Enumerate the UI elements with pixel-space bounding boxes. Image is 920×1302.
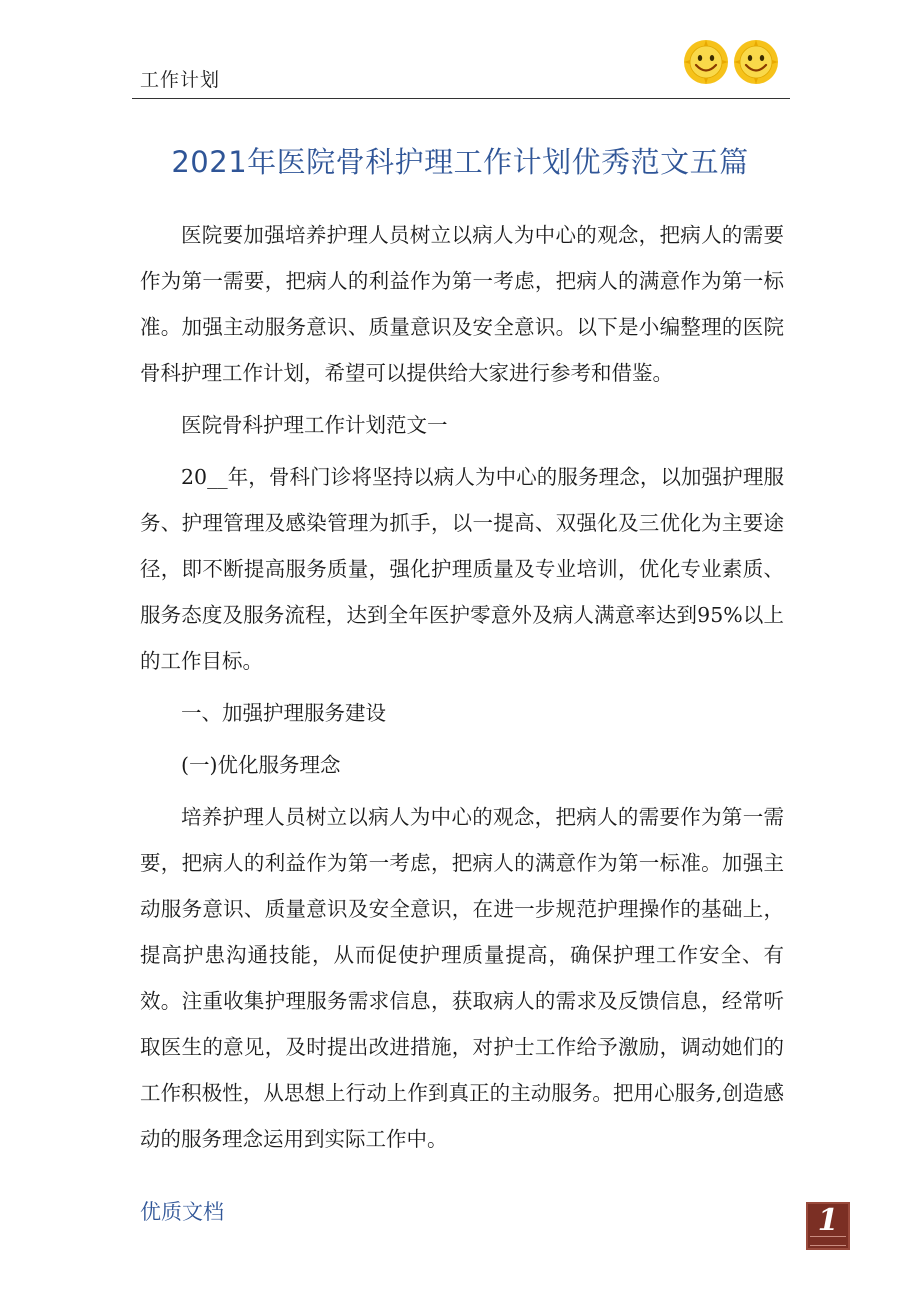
footer-label: 优质文档 xyxy=(140,1200,224,1224)
intro-paragraph: 医院要加强培养护理人员树立以病人为中心的观念，把病人的需要作为第一需要，把病人的利益作为第一考虑，把病人的满意作为第一标准。加强主动服务意识、质量意识及安全意识。以下是小编整理的医院骨科护理工作计划，希望可以提供给大家进行参考和借鉴。 xyxy=(140,223,784,385)
body-paragraph: 20__年，骨科门诊将坚持以病人为中心的服务理念，以加强护理服务、护理管理及感染管理为抓手，以一提高、双强化及三优化为主要途径，即不断提高服务质量，强化护理质量及专业培训，优化专业素质、服务态度及服务流程，达到全年医护零意外及病人满意率达到95%以上的工作目标。 xyxy=(140,465,784,673)
page-title: 2021年医院骨科护理工作计划优秀范文五篇 xyxy=(171,145,749,179)
page-header xyxy=(132,40,790,99)
body-paragraph: 培养护理人员树立以病人为中心的观念，把病人的需要作为第一需要，把病人的利益作为第一考虑，把病人的满意作为第一标准。加强主动服务意识、质量意识及安全意识，在进一步规范护理操作的基础上，提高护患沟通技能，从而促使护理质量提高，确保护理工作安全、有效。注重收集护理服务需求信息，获取病人的需求及反馈信息，经常听取医生的意见，及时提出改进措施，对护士工作给予激励，调动她们的工作积极性，从思想上行动上作到真正的主动服务。把用心服务,创造感动的服务理念运用到实际工作中。 xyxy=(140,805,784,1151)
section-heading: 一、加强护理服务建设 xyxy=(181,701,386,725)
header-title: 工作计划 xyxy=(140,69,221,91)
subsection-heading: (一)优化服务理念 xyxy=(181,753,341,777)
smiley-face-icon xyxy=(682,38,730,86)
header-decoration xyxy=(682,38,782,88)
section-heading: 医院骨科护理工作计划范文一 xyxy=(181,413,448,437)
page-number: 1 xyxy=(817,1203,839,1238)
document-body xyxy=(140,212,784,1168)
page-number-badge xyxy=(806,1202,850,1250)
badge-stripes xyxy=(810,1236,846,1246)
smiley-face-icon xyxy=(732,38,780,86)
